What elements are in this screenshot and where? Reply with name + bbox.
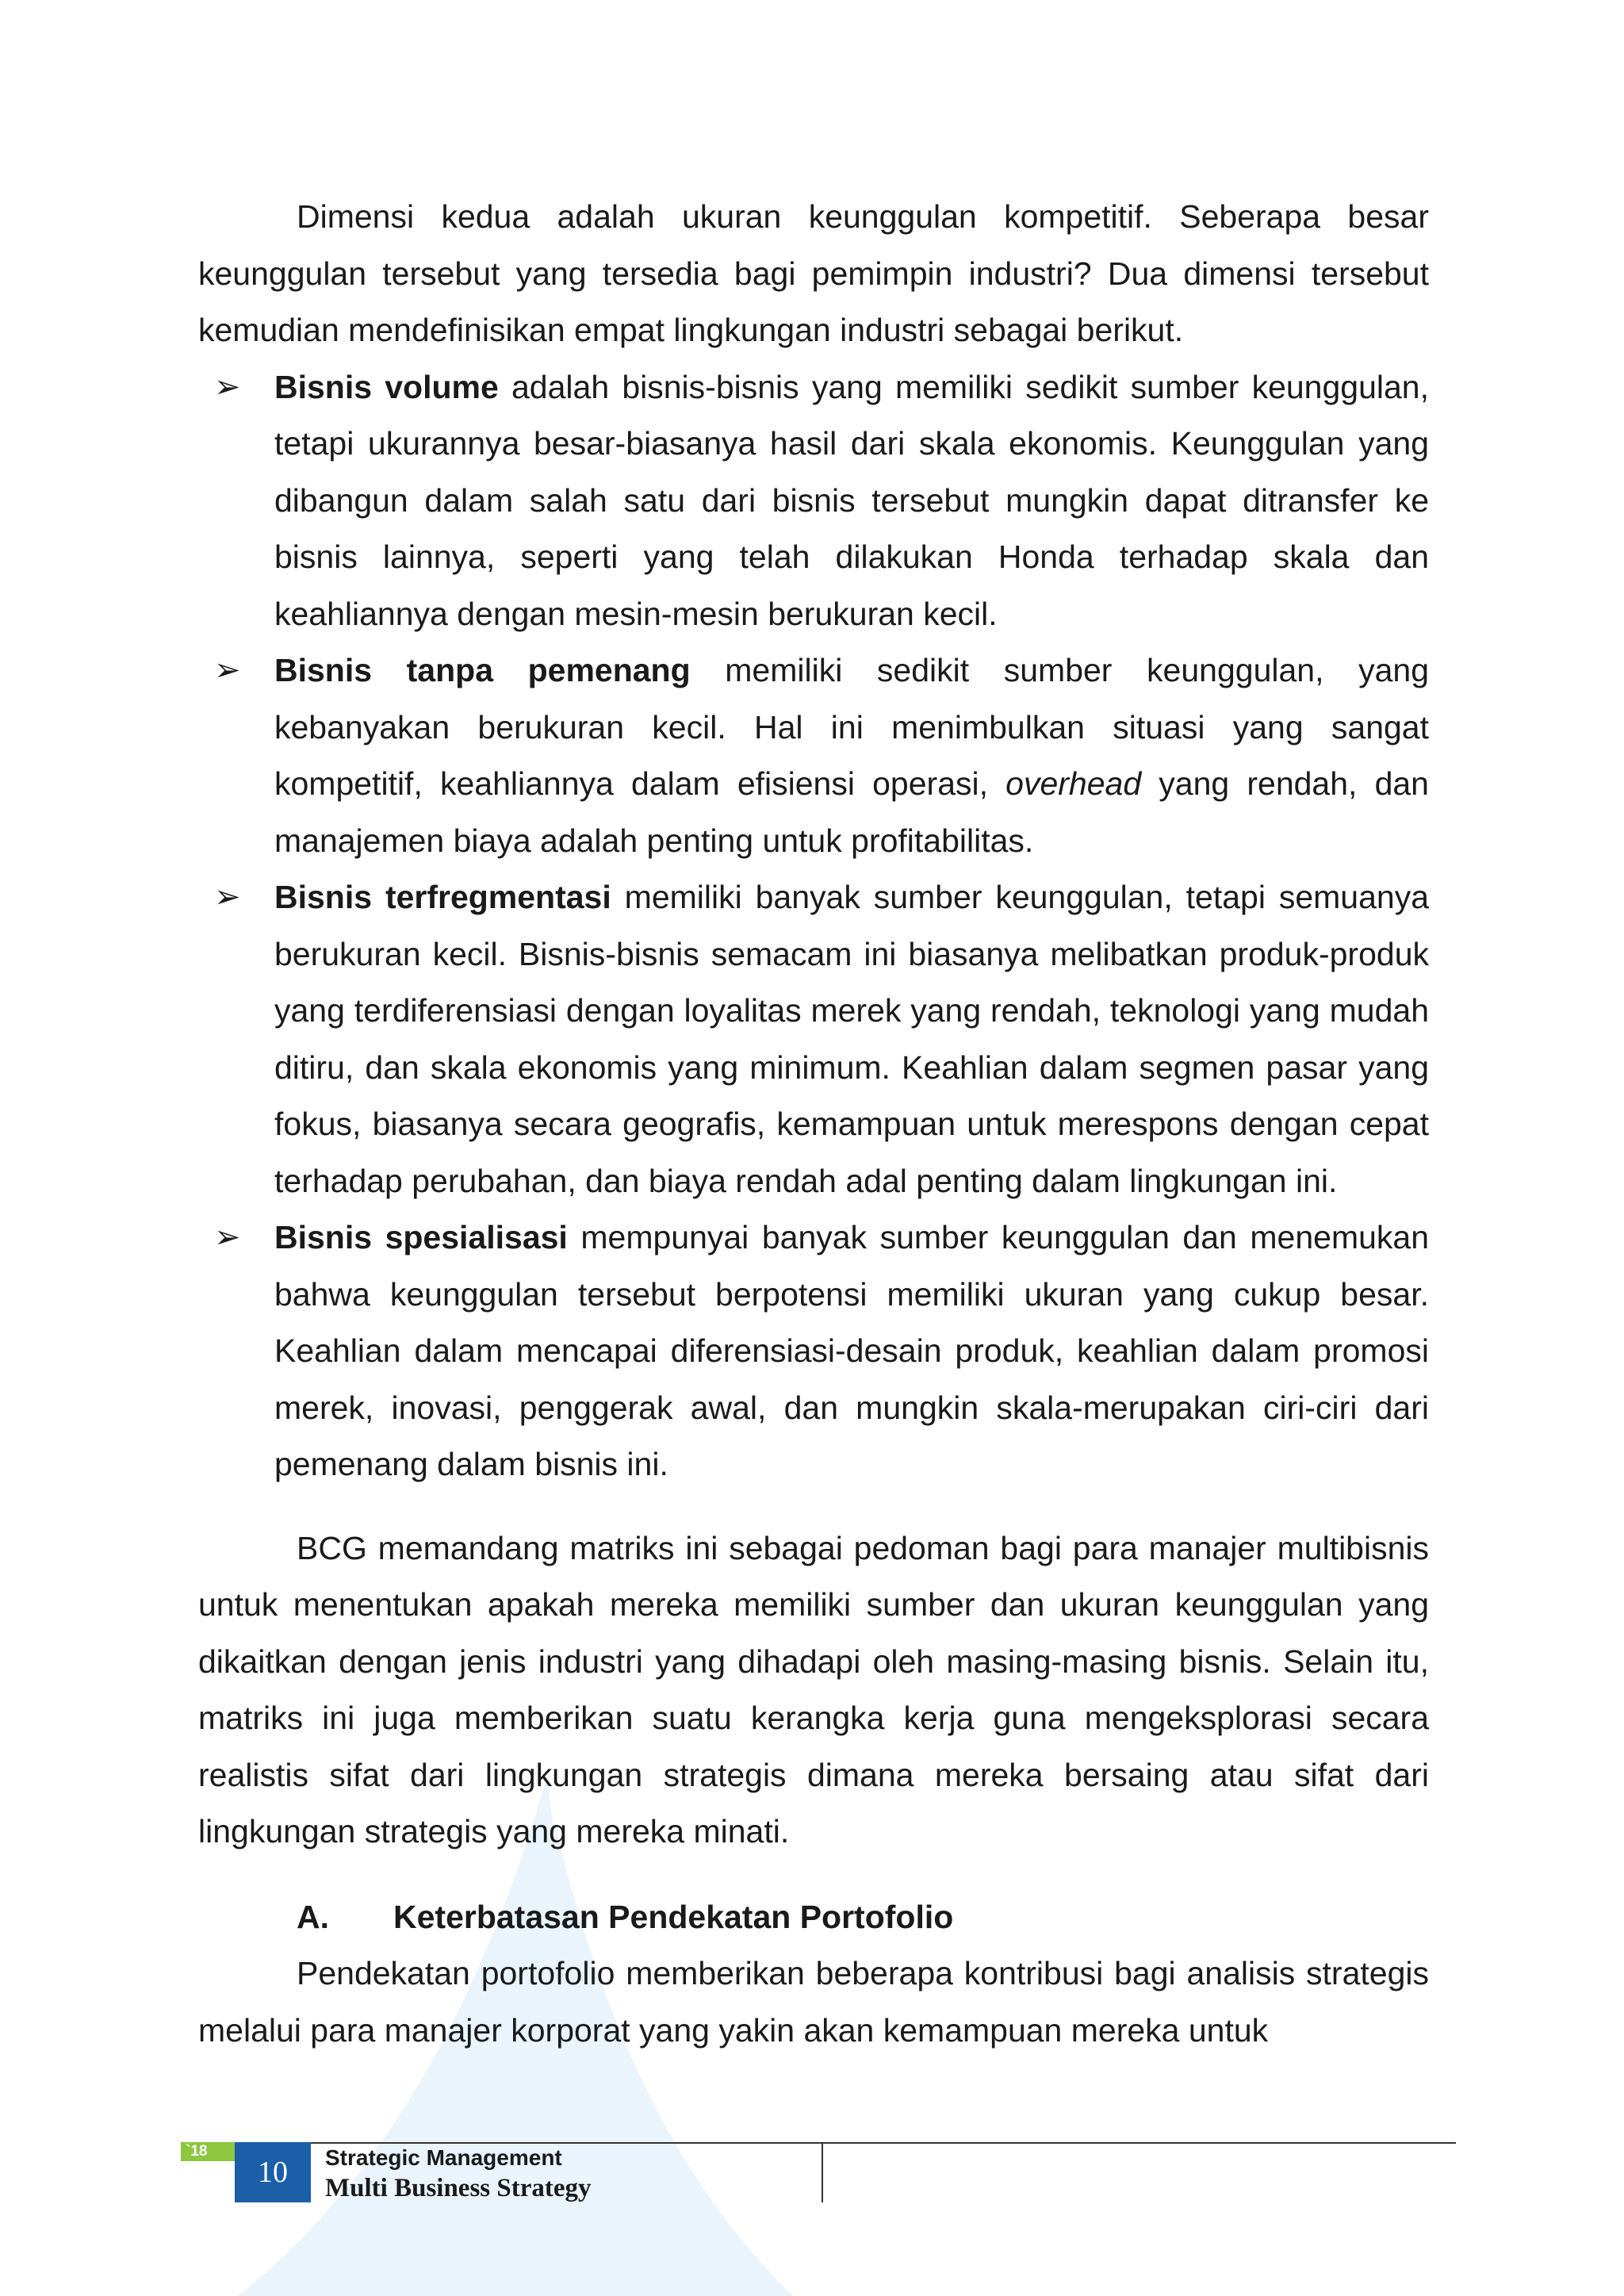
bullet-term: Bisnis spesialisasi <box>274 1219 568 1255</box>
bullet-text: adalah bisnis-bisnis yang memiliki sedikit sumber keunggulan, tetapi ukurannya besar-biasanya hasil dari skala ekonomis. Keunggulan yang dibangun dalam salah satu dari bisnis tersebut mungkin dapat ditransfer ke bisnis lainnya, seperti yang telah dilakukan Honda terhadap skala dan keahliannya dengan mesin-mesin berukuran kecil. <box>274 368 1429 632</box>
section-number: A. <box>297 1898 329 1935</box>
footer-book-title: Strategic Management <box>325 2145 562 2170</box>
bullet-item-volume <box>198 359 1429 643</box>
arrow-bullet-icon: ➢ <box>214 1219 241 1255</box>
footer-chapter-title: Multi Business Strategy <box>325 2174 592 2202</box>
bullet-item-spesialisasi <box>198 1209 1429 1493</box>
bullet-term: Bisnis volume <box>274 368 499 405</box>
spacer <box>198 1493 1429 1520</box>
document-body <box>198 189 1429 2059</box>
footer-year-badge: `18 <box>181 2142 235 2161</box>
page-number: 10 <box>235 2142 311 2202</box>
bullet-italic-term: overhead <box>1005 765 1142 802</box>
footer-divider <box>309 2142 1456 2144</box>
arrow-bullet-icon: ➢ <box>214 368 241 405</box>
paragraph-portfolio: Pendekatan portofolio memberikan beberapa kontribusi bagi analisis strategis melalui para manajer korporat yang yakin akan kemampuan mereka untuk <box>198 1955 1429 2049</box>
bullet-term: Bisnis terfregmentasi <box>274 879 611 915</box>
arrow-bullet-icon: ➢ <box>214 879 241 915</box>
footer-vertical-divider <box>822 2144 823 2202</box>
paragraph-bcg: BCG memandang matriks ini sebagai pedoman bagi para manajer multibisnis untuk menentukan apakah mereka memiliki sumber dan ukuran keunggulan yang dikaitkan dengan jenis industri yang dihadapi oleh masing-masing bisnis. Selain itu, matriks ini juga memberikan suatu kerangka kerja guna mengeksplorasi secara realistis sifat dari lingkungan strategis dimana mereka bersaing atau sifat dari lingkungan strategis yang mereka minati. <box>198 1529 1429 1849</box>
bullet-text: mempunyai banyak sumber keunggulan dan menemukan bahwa keunggulan tersebut berpotensi memiliki ukuran yang cukup besar. Keahlian dalam mencapai diferensiasi-desain produk, keahlian dalam promosi merek, inovasi, penggerak awal, dan mungkin skala-merupakan ciri-ciri dari pemenang dalam bisnis ini. <box>274 1219 1429 1482</box>
bullet-item-terfregmentasi <box>198 869 1429 1209</box>
bullet-term: Bisnis tanpa pemenang <box>274 652 691 688</box>
bullet-text: memiliki sedikit sumber keunggulan, yang kebanyakan berukuran kecil. Hal ini menimbulkan situasi yang sangat kompetitif, keahliannya dalam efisiensi operasi, <box>274 652 1429 802</box>
bullet-text: memiliki banyak sumber keunggulan, tetapi semuanya berukuran kecil. Bisnis-bisnis semacam ini biasanya melibatkan produk-produk yang terdiferensiasi dengan loyalitas merek yang rendah, teknologi yang mudah ditiru, dan skala ekonomis yang minimum. Keahlian dalam segmen pasar yang fokus, biasanya secara geografis, kemampuan untuk merespons dengan cepat terhadap perubahan, dan biaya rendah adal penting dalam lingkungan ini. <box>274 879 1429 1199</box>
paragraph-intro: Dimensi kedua adalah ukuran keunggulan kompetitif. Seberapa besar keunggulan tersebut yang tersedia bagi pemimpin industri? Dua dimensi tersebut kemudian mendefinisikan empat lingkungan industri sebagai berikut. <box>198 198 1429 348</box>
section-title: Keterbatasan Pendekatan Portofolio <box>393 1898 954 1935</box>
arrow-bullet-icon: ➢ <box>214 652 241 688</box>
bullet-text: yang rendah, dan manajemen biaya adalah penting untuk profitabilitas. <box>274 765 1429 859</box>
bullet-item-tanpa-pemenang <box>198 642 1429 869</box>
section-heading <box>198 1889 1429 1946</box>
